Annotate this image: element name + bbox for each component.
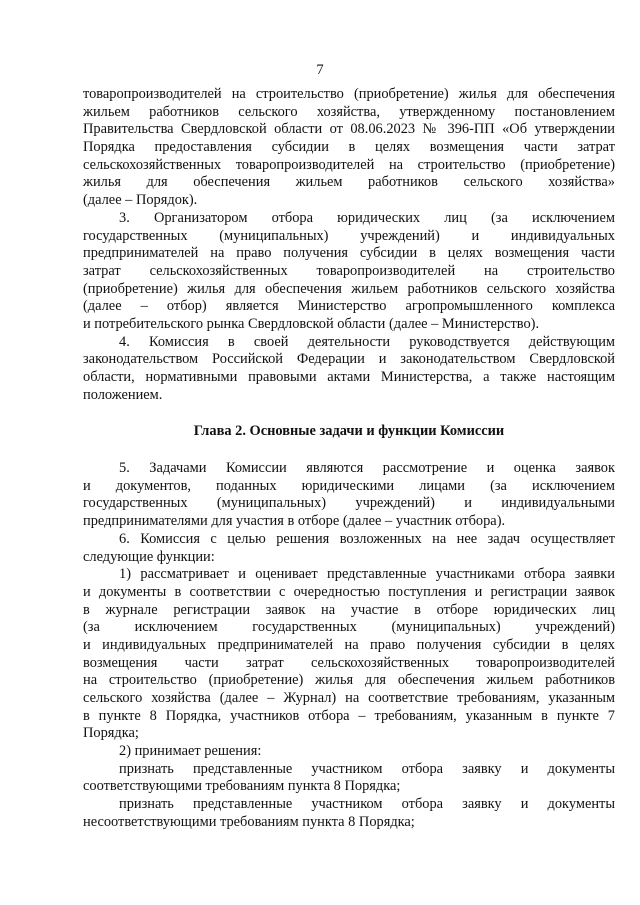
text-line: законодательством Российской Федерации и законодательством Свердловской <box>83 351 615 368</box>
text-line: в пункте 8 Порядка, участников отбора – требованиям, указанным в пункте 7 <box>83 707 615 724</box>
text-line: государственных (муниципальных) учреждений) и индивидуальных <box>83 227 615 244</box>
text-line: предпринимателей на право получения субсидии в целях возмещения части <box>83 245 615 262</box>
text-line: Правительства Свердловской области от 08.06.2023 № 396-ПП «Об утверждении <box>83 121 615 138</box>
text-line: положением. <box>83 386 163 403</box>
text-line: (далее – Порядок). <box>83 192 198 209</box>
text-line: несоответствующими требованиям пункта 8 Порядка; <box>83 813 415 830</box>
text-line: и документов, поданных юридическими лицами (за исключением <box>83 477 615 494</box>
text-line: (далее – отбор) является Министерство агропромышленного комплекса <box>83 298 615 315</box>
document-body <box>83 86 615 832</box>
text-line: товаропроизводителей на строительство (приобретение) жилья для обеспечения <box>83 86 615 102</box>
text-line: жилья для обеспечения жильем работников сельского хозяйства» <box>83 174 615 191</box>
text-line: (за исключением государственных (муниципальных) учреждений) <box>83 619 615 636</box>
text-line: в журнале регистрации заявок на участие в отборе юридических лиц <box>83 601 615 618</box>
text-line: области, нормативными правовыми актами Министерства, а также настоящим <box>83 369 615 385</box>
text-line: сельскохозяйственных товаропроизводителей на строительство (приобретение) <box>83 156 615 173</box>
text-line: Порядка; <box>83 725 139 742</box>
page-number: 7 <box>316 62 324 78</box>
text-line: и потребительского рынка Свердловской области (далее – Министерство). <box>83 315 540 332</box>
text-line: государственных (муниципальных) учреждений) и индивидуальными <box>83 495 615 512</box>
text-line: и документы в соответствии с очередностью поступления и регистрации заявок <box>83 583 615 600</box>
text-line: соответствующими требованиям пункта 8 Порядка; <box>83 778 401 795</box>
chapter-heading: Глава 2. Основные задачи и функции Комиссии <box>193 423 505 440</box>
paragraph-start: признать представленные участником отбора заявку и документы <box>119 760 615 777</box>
text-line: возмещения части затрат сельскохозяйственных товаропроизводителей <box>83 654 615 671</box>
text-line: предпринимателями для участия в отборе (далее – участник отбора). <box>83 513 506 530</box>
text-line: и индивидуальных предпринимателей на право получения субсидии в целях <box>83 636 615 653</box>
text-line: затрат сельскохозяйственных товаропроизводителей на строительство <box>83 262 615 279</box>
list-item-start: 1) рассматривает и оценивает представленные участниками отбора заявки <box>119 566 615 583</box>
paragraph-start: 3. Организатором отбора юридических лиц (за исключением <box>119 209 615 226</box>
paragraph-start: 4. Комиссия в своей деятельности руководствуется действующим <box>119 333 615 350</box>
text-line: Порядка предоставления субсидии в целях возмещения части затрат <box>83 139 615 156</box>
paragraph-start: 6. Комиссия с целью решения возложенных на нее задач осуществляет <box>119 530 615 547</box>
text-line: жильем работников сельского хозяйства, утвержденному постановлением <box>83 103 615 120</box>
text-line: на строительство (приобретение) жилья для обеспечения жильем работников <box>83 672 615 689</box>
list-item-start: 2) принимает решения: <box>119 743 262 760</box>
paragraph-start: 5. Задачами Комиссии являются рассмотрение и оценка заявок <box>119 460 615 477</box>
paragraph-start: признать представленные участником отбора заявку и документы <box>119 796 615 813</box>
text-line: (приобретение) жилья для обеспечения жильем работников сельского хозяйства <box>83 280 615 297</box>
text-line: следующие функции: <box>83 548 215 565</box>
text-line: сельского хозяйства (далее – Журнал) на соответствие требованиям, указанным <box>83 690 615 706</box>
